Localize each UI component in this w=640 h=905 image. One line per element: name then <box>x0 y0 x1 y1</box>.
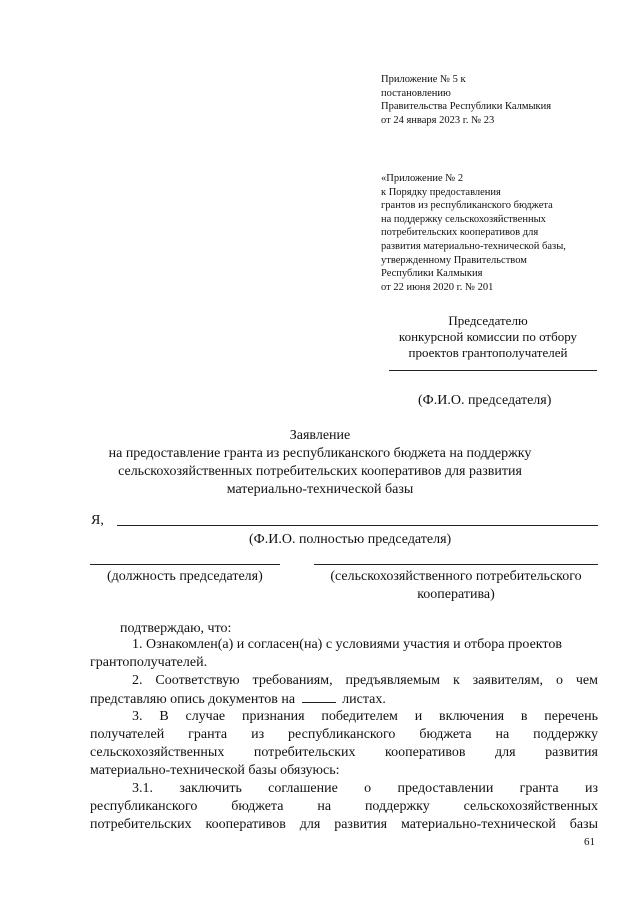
paragraph-2-line-2 <box>90 690 386 709</box>
addressee-line: проектов грантополучателей <box>408 345 568 360</box>
order-line: развития материально-технической базы, <box>381 240 566 252</box>
paragraph-2-line: 2. Соответствую требованиям, предъявляемым к заявителям, о чем <box>132 673 598 688</box>
paragraph-3-1-line: потребительских кооперативов для развития материально-технической базы <box>90 817 598 832</box>
order-line: Республики Калмыкия <box>381 268 483 280</box>
statement-subtitle-line: сельскохозяйственных потребительских кооперативов для развития <box>118 464 522 479</box>
order-line: грантов из республиканского бюджета <box>381 200 553 212</box>
paragraph-3-1-line: республиканского бюджета на поддержку сельскохозяйственных <box>90 799 598 814</box>
appendix-line: Приложение № 5 к <box>381 74 466 85</box>
paragraph-3-line: получателей гранта из республиканского бюджета на поддержку <box>90 727 598 742</box>
addressee-line: Председателю <box>448 313 528 328</box>
paragraph-3-line: 3. В случае признания победителем и включения в перечень <box>132 709 598 724</box>
i-label: Я, <box>91 513 104 528</box>
order-line: к Порядку предоставления <box>381 186 501 198</box>
cooperative-caption-line: кооператива) <box>417 587 495 602</box>
confirm-text: подтверждаю, что: <box>120 621 232 636</box>
paragraph-3-line: сельскохозяйственных потребительских кооперативов для развития <box>90 745 598 760</box>
position-blank[interactable] <box>90 564 280 565</box>
order-line: потребительских кооперативов для <box>381 227 539 239</box>
position-caption: (должность председателя) <box>107 569 263 584</box>
order-line: «Приложение № 2 <box>381 173 464 184</box>
statement-title <box>60 427 580 499</box>
order-line: от 22 июня 2020 г. № 201 <box>381 281 494 293</box>
paragraph-1-line: грантополучателей. <box>90 655 208 670</box>
statement-heading: Заявление <box>289 428 351 443</box>
cooperative-caption-line: (сельскохозяйственного потребительского <box>330 569 582 584</box>
cooperative-blank[interactable] <box>314 564 598 565</box>
cooperative-caption <box>314 568 598 604</box>
appendix-line: от 24 января 2023 г. № 23 <box>381 114 495 126</box>
order-line: на поддержку сельскохозяйственных <box>381 213 546 225</box>
paragraph-2-prefix: представляю опись документов на <box>90 692 296 707</box>
appendix-line: постановлению <box>381 87 451 99</box>
order-reference <box>381 172 566 294</box>
page-number: 61 <box>584 836 595 848</box>
statement-subtitle-line: на предоставление гранта из республиканского бюджета на поддержку <box>108 446 532 461</box>
paragraph-1-line: 1. Ознакомлен(а) и согласен(на) с условиями участия и отбора проектов <box>132 637 562 652</box>
sheets-count-blank[interactable] <box>302 690 336 703</box>
chairman-caption: (Ф.И.О. председателя) <box>418 393 552 408</box>
paragraph-3-1-line: 3.1. заключить соглашение о предоставлении гранта из <box>132 781 598 796</box>
paragraph-3-line: материально-технической базы обязуюсь: <box>90 763 340 778</box>
addressee-line: конкурсной комиссии по отбору <box>398 329 578 344</box>
fio-caption: (Ф.И.О. полностью председателя) <box>249 532 452 547</box>
chairman-name-blank[interactable] <box>389 370 597 371</box>
addressee <box>370 313 606 361</box>
order-line: утвержденному Правительством <box>381 254 527 266</box>
paragraph-2-suffix: листах. <box>342 692 386 707</box>
statement-subtitle-line: материально-технической базы <box>226 482 414 497</box>
full-name-blank[interactable] <box>117 525 598 526</box>
appendix-line: Правительства Республики Калмыкия <box>381 101 552 113</box>
appendix-reference <box>381 73 551 127</box>
